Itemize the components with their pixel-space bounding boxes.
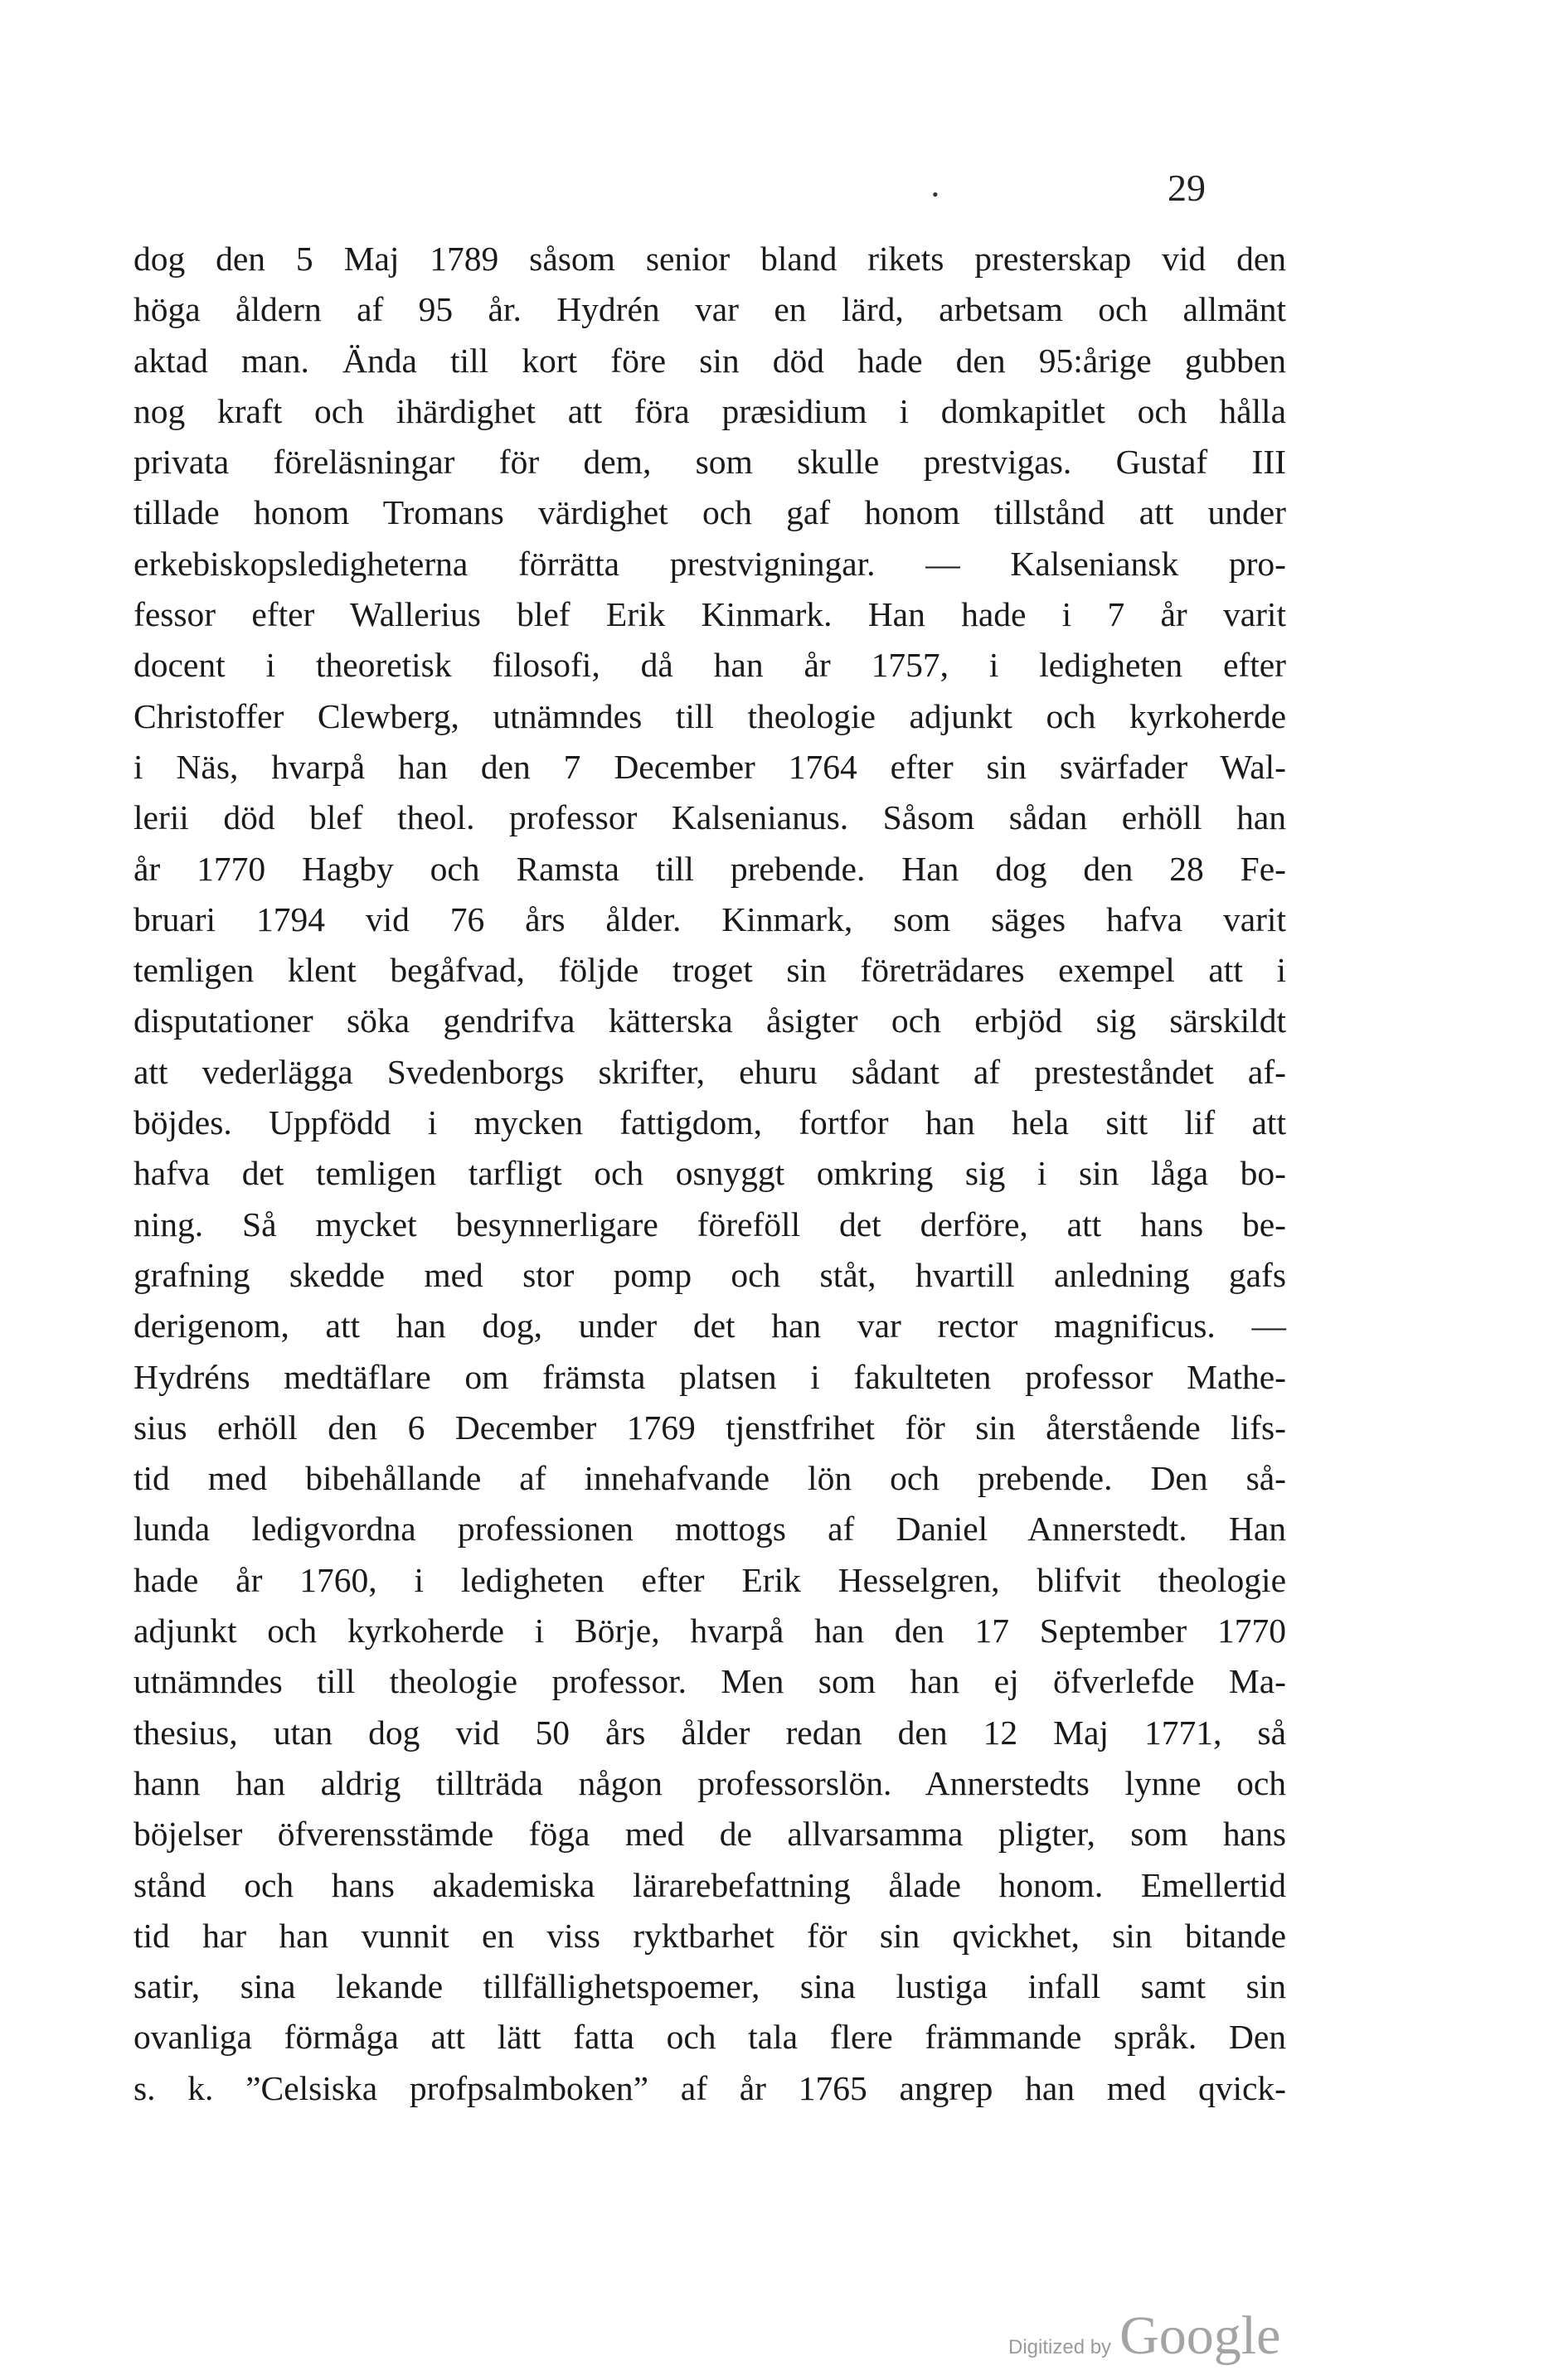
text-line: i Näs, hvarpå han den 7 December 1764 efter sin svärfader Wal-: [134, 747, 1286, 786]
watermark-brand: Google: [1119, 2305, 1281, 2366]
text-line: disputationer söka gendrifva kätterska åsigter och erbjöd sig särskildt: [134, 1001, 1286, 1040]
text-line: Christoffer Clewberg, utnämndes till theologie adjunkt och kyrkoherde: [134, 696, 1286, 735]
text-line: hade år 1760, i ledigheten efter Erik Hesselgren, blifvit theologie: [134, 1560, 1286, 1599]
text-line: höga åldern af 95 år. Hydrén var en lärd, arbetsam och allmänt: [134, 290, 1286, 329]
text-line: tid med bibehållande af innehafvande lön och prebende. Den så-: [134, 1459, 1286, 1498]
text-line: adjunkt och kyrkoherde i Börje, hvarpå han den 17 September 1770: [134, 1612, 1286, 1650]
digitized-watermark: [1008, 2305, 1280, 2368]
text-line: stånd och hans akademiska lärarebefattning ålade honom. Emellertid: [134, 1865, 1286, 1904]
text-line: att vederlägga Svedenborgs skrifter, ehuru sådant af presteståndet af-: [134, 1052, 1286, 1091]
text-line: s. k. ”Celsiska profpsalmboken” af år 1765 angrep han med qvick-: [134, 2068, 1286, 2107]
text-line: hann han aldrig tillträda någon professorslön. Annerstedts lynne och: [134, 1763, 1286, 1802]
text-line: derigenom, att han dog, under det han var rector magnificus. —: [134, 1306, 1286, 1345]
text-line: aktad man. Ända till kort före sin död hade den 95:årige gubben: [134, 341, 1286, 380]
page-number: 29: [1168, 167, 1206, 209]
text-line: nog kraft och ihärdighet att föra præsidium i domkapitlet och hålla: [134, 391, 1286, 430]
text-line: privata föreläsningar för dem, som skulle prestvigas. Gustaf III: [134, 443, 1286, 482]
text-line: fessor efter Wallerius blef Erik Kinmark. Han hade i 7 år varit: [134, 595, 1286, 634]
text-line: tid har han vunnit en viss ryktbarhet för sin qvickhet, sin bitande: [134, 1916, 1286, 1955]
text-line: docent i theoretisk filosofi, då han år 1757, i ledigheten efter: [134, 646, 1286, 685]
text-line: thesius, utan dog vid 50 års ålder redan den 12 Maj 1771, så: [134, 1713, 1286, 1752]
text-line: temligen klent begåfvad, följde troget sin företrädares exempel att i: [134, 951, 1286, 990]
text-line: dog den 5 Maj 1789 såsom senior bland rikets presterskap vid den: [134, 240, 1286, 278]
text-line: tillade honom Tromans värdighet och gaf honom tillstånd att under: [134, 493, 1286, 532]
text-line: år 1770 Hagby och Ramsta till prebende. Han dog den 28 Fe-: [134, 849, 1286, 888]
text-line: sius erhöll den 6 December 1769 tjenstfrihet för sin återstående lifs-: [134, 1408, 1286, 1447]
text-line: böjdes. Uppfödd i mycken fattigdom, fortfor han hela sitt lif att: [134, 1103, 1286, 1142]
text-line: ning. Så mycket besynnerligare föreföll det derföre, att hans be-: [134, 1205, 1286, 1243]
body-text: [134, 234, 1286, 2114]
watermark-prefix: Digitized by: [1008, 2336, 1112, 2358]
text-line: bruari 1794 vid 76 års ålder. Kinmark, som säges hafva varit: [134, 899, 1286, 938]
stray-mark: •: [932, 184, 939, 205]
text-line: utnämndes till theologie professor. Men som han ej öfverlefde Ma-: [134, 1662, 1286, 1701]
text-line: erkebiskopsledigheterna förrätta prestvigningar. — Kalseniansk pro-: [134, 544, 1286, 583]
text-line: lerii död blef theol. professor Kalsenianus. Såsom sådan erhöll han: [134, 798, 1286, 837]
text-line: lunda ledigvordna professionen mottogs af Daniel Annerstedt. Han: [134, 1510, 1286, 1549]
text-line: hafva det temligen tarfligt och osnyggt omkring sig i sin låga bo-: [134, 1154, 1286, 1193]
text-line: grafning skedde med stor pomp och ståt, hvartill anledning gafs: [134, 1255, 1286, 1294]
text-line: ovanliga förmåga att lätt fatta och tala flere främmande språk. Den: [134, 2018, 1286, 2057]
text-line: böjelser öfverensstämde föga med de allvarsamma pligter, som hans: [134, 1815, 1286, 1854]
text-line: satir, sina lekande tillfällighetspoemer, sina lustiga infall samt sin: [134, 1967, 1286, 2006]
text-line: Hydréns medtäflare om främsta platsen i fakulteten professor Mathe-: [134, 1357, 1286, 1396]
